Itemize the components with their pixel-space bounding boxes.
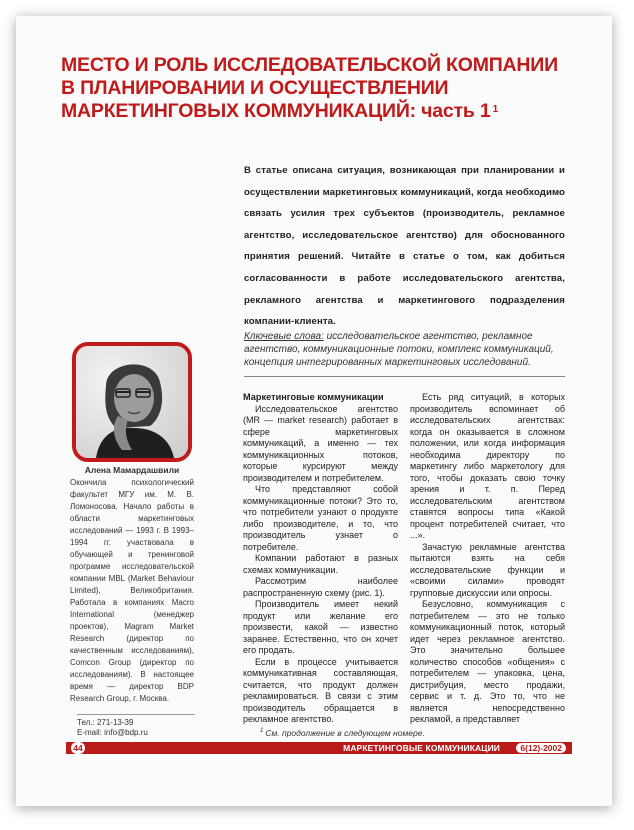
issue-badge: 6(12)-2002 (516, 743, 566, 753)
paragraph: Есть ряд ситуаций, в которых производитель вспоминает об исследовательских агентствах: когда он оказывается в сложном положении, или когда информация необходима директору по маркетингу либо маркетологу для того, чтобы доказать свою точку зрения и т. п. Перед исследовательским агентством ставятся вопросы типа «Какой процент потребителей считает, что ...». (410, 392, 565, 540)
paragraph: Что представляют собой коммуникационные потоки? Это то, что потребители узнают о продукте либо производителе, и то, что производитель узнает о потребителе. (243, 484, 398, 552)
lead-paragraph: В статье описана ситуация, возникающая при планировании и осуществлении маркетинговых коммуникаций, когда необходимо связать усилия трех субъектов (производитель, рекламное агентство, исследовательское агентство) для обоснованного принятия решений. Читайте в статье о том, как добиться согласованности в работе исследовательского агентства, рекламного агентства и маркетингового подразделения компании-клиента. (244, 165, 565, 328)
keywords-divider (244, 376, 565, 377)
title-footnote-mark: 1 (492, 104, 498, 115)
paragraph: Рассмотрим наиболее распространенную схему (рис. 1). (243, 576, 398, 598)
journal-name: МАРКЕТИНГОВЫЕ КОММУНИКАЦИИ (343, 743, 500, 753)
keywords-text: исследовательское агентство, рекламное агентство, коммуникационные потоки, комплекс коммуникаций, концепция интегрированных маркетинговых исследований. (244, 331, 554, 368)
author-email: E-mail: info@bdp.ru (77, 728, 148, 737)
article-column-1 (243, 392, 398, 726)
author-contact (77, 714, 195, 738)
keywords-label: Ключевые слова: (244, 331, 324, 342)
page-number: 44 (71, 742, 85, 754)
footer-bar (66, 742, 572, 754)
paragraph: Производитель имеет некий продукт или желание его произвести, какой — известно заранее. Естественно, что он хочет его продать. (243, 599, 398, 655)
footnote (260, 728, 425, 738)
author-portrait-image (76, 346, 188, 458)
paragraph: Зачастую рекламные агентства пытаются взять на себя исследовательские функции и «своими силами» проводят групповые дискуссии или опросы. (410, 541, 565, 598)
author-name: Алена Мамардашвили (84, 465, 180, 475)
footnote-text: См. продолжение в следующем номере. (265, 728, 425, 738)
paragraph: Безусловно, коммуникация с потребителем — это не только коммуникационный поток, который идет через рекламное агентство. Это значительно большее количество способов «общения» с потребителем — упаковка, цена, дистрибуция, место продажи, сервис и т. д. Это то, что не является непосредственно рекламой, а представляет (410, 599, 565, 724)
article-column-2 (410, 392, 565, 726)
paragraph: Исследовательское агентство (MR — market research) работает в сфере маркетинговых коммуникаций, а именно — тех коммуникационных потоков, которые курсируют между производителем и потребителем. (243, 403, 398, 483)
keywords (244, 330, 565, 369)
author-phone: Тел.: 271-13-39 (77, 718, 134, 727)
author-bio (70, 464, 194, 705)
article-title (61, 54, 561, 123)
paragraph: Компании работают в разных схемах коммуникации. (243, 553, 398, 575)
author-photo (72, 342, 192, 462)
footnote-number: 1 (260, 728, 264, 734)
section-subheading: Маркетинговые коммуникации (243, 392, 384, 402)
author-bio-text: Окончила психологический факультет МГУ им. М. В. Ломоносова. Начало работы в области маркетинговых исследований — 1993 г. В 1993–1994 гг. участвовала в обучающей и тренинговой программе исследовательской компании MBL (Market Behaviour Limited), Великобритания. Работала в компаниях Macro International (менеджер проектов), Magram Market Research (директор по качественным исследованиям), Comcon Group (директор по исследованиям). В настоящее время — директор BDP Research Group, г. Москва. (70, 478, 194, 703)
title-text: МЕСТО И РОЛЬ ИССЛЕДОВАТЕЛЬСКОЙ КОМПАНИИ В ПЛАНИРОВАНИИ И ОСУЩЕСТВЛЕНИИ МАРКЕТИНГОВЫХ КОММУНИКАЦИЙ: часть 1 (61, 54, 558, 122)
paragraph: Если в процессе учитывается коммуникативная составляющая, считается, что продукт должен рекламироваться. В связи с этим производитель обращается в рекламное агентство. (243, 656, 398, 724)
